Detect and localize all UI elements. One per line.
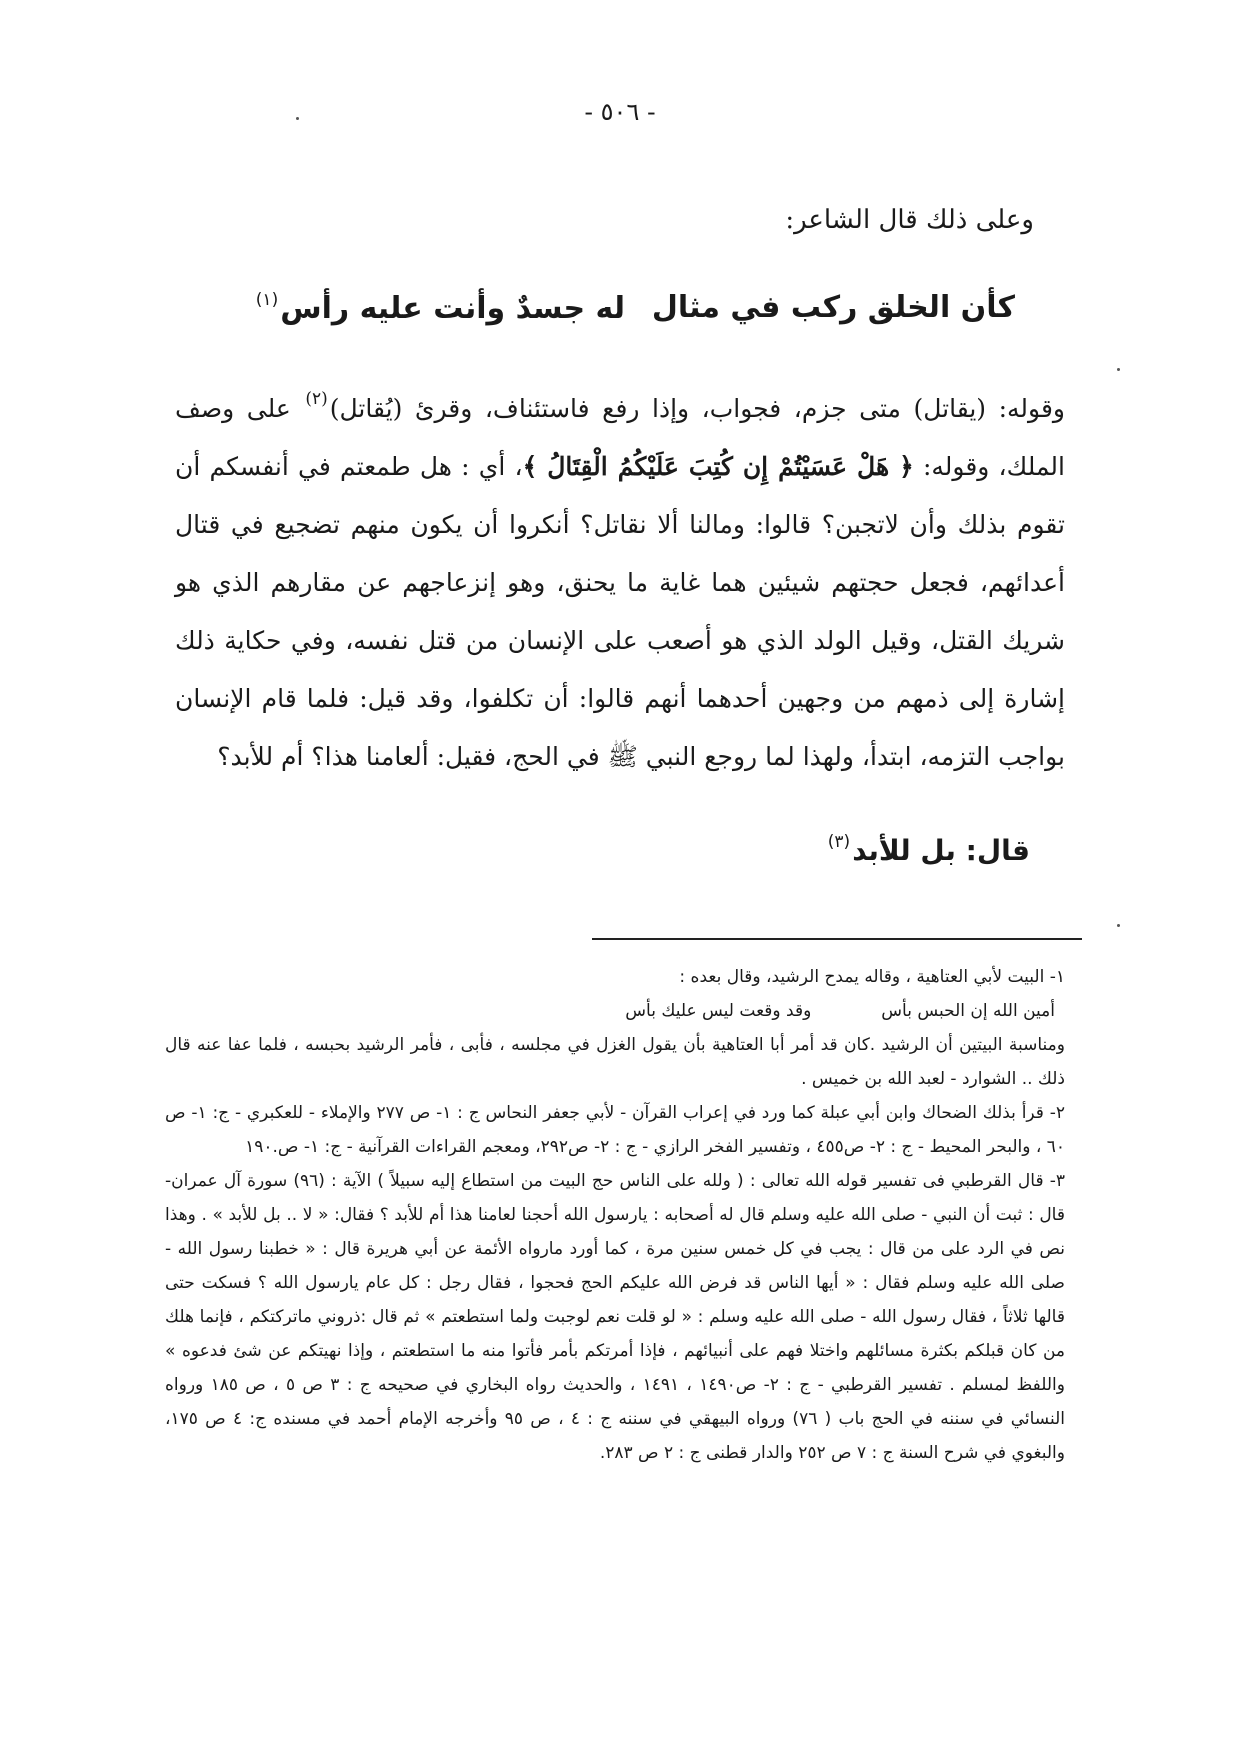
body-text — [175, 370, 1065, 786]
scan-speck — [296, 117, 299, 120]
verse-second-text: له جسدٌ وأنت عليه رأس — [280, 291, 625, 326]
footnote-ref-3: (٣) — [827, 832, 851, 852]
answer-line — [826, 832, 1030, 867]
footnote-1-verse-b: وقد وقعت ليس عليك بأس — [625, 1001, 812, 1021]
footnote-ref-1: (١) — [255, 290, 279, 310]
verse-second-hemistich — [254, 290, 625, 326]
poem-verse — [215, 290, 1015, 336]
body-paragraph — [175, 370, 1065, 786]
footnote-2: ٢- قرأ بذلك الضحاك وابن أبي عبلة كما ورد في إعراب القرآن - لأبي جعفر النحاس ج : ١- ص ٢٧٧ والإملاء - للعكبري - ج: ١- ص ٦٠ ، والبحر المحيط - ج : ٢- ص٤٥٥ ، وتفسير الفخر الرازي - ج : ٢- ص٢٩٢، ومعجم القراءات القرآنية - ج: ١- ص.١٩٠ — [165, 1103, 1066, 1157]
page-number: - ٥٠٦ - — [584, 98, 656, 126]
quran-quote: ﴿ هَلْ عَسَيْتُمْ إِن كُتِبَ عَلَيْكُمُ الْقِتَالُ ﴾ — [522, 452, 914, 481]
footnote-1-verse-a: أمين الله إن الحبس بأس — [881, 1001, 1055, 1021]
footnote-1-line1: ١- البيت لأبي العتاهية ، وقاله يمدح الرشيد، وقال بعده : — [679, 967, 1065, 987]
body-part-1: وقوله: (يقاتل) متى جزم، فجواب، وإذا رفع فاستئناف، وقرئ (يُقاتل) — [329, 394, 1065, 423]
scan-speck — [1117, 924, 1120, 927]
footnote-divider — [592, 938, 1082, 940]
verse-first-hemistich: كأن الخلق ركب في مثال — [651, 290, 1015, 325]
intro-line: وعلى ذلك قال الشاعر: — [785, 205, 1034, 235]
body-part-2: على وصف الملك، وقوله: — [175, 394, 1065, 481]
answer-text: قال: بل للأبد — [852, 834, 1030, 867]
footnote-1-rest: ومناسبة البيتين أن الرشيد .كان قد أمر أبا العتاهية بأن يقول الغزل في مجلسه ، فأبى ، فأمر الرشيد بحبسه ، فلما عفا عنه قال ذلك .. الشوارد - لعبد الله بن خميس . — [165, 1035, 1065, 1089]
footnote-3: ٣- قال القرطبي فى تفسير قوله الله تعالى : ( ولله على الناس حج البيت من استطاع إليه سبيلاً ) الآية : (٩٦) سورة آل عمران- قال : ثبت أن النبي - صلى الله عليه وسلم قال له أصحابه : يارسول الله أحجنا لعامنا هذا أم للأبد ؟ فقال: « لا .. بل للأبد » . وهذا نص في الرد على من قال : يجب في كل خمس سنين مرة ، كما أورد مارواه الأئمة عن أبي هريرة قال : « خطبنا رسول الله - صلى الله عليه وسلم فقال : « أيها الناس قد فرض الله عليكم الحج فحجوا ، فقال رجل : كل عام يارسول الله ؟ فسكت حتى قالها ثلاثاً ، فقال رسول الله - صلى الله عليه وسلم : « لو قلت نعم لوجبت ولما استطعتم » ثم قال :ذروني ماتركتكم ، فإنما هلك من كان قبلكم بكثرة مسائلهم واختلا فهم على أنبيائهم ، فإذا أمرتكم بأمر فأتوا منه ما استطعتم ، وإذا نهيتكم عن شئ فدعوه » واللفظ لمسلم . تفسير القرطبي - ج : ٢- ص١٤٩٠ ، ١٤٩١ ، والحديث رواه البخاري في صحيحه ج : ٣ ص ٥ ، ص ١٨٥ ورواه النسائي في سننه في الحج باب ( ٧٦) ورواه البيهقي في سننه ج : ٤ ، ص ٩٥ وأخرجه الإمام أحمد في مسنده ج: ٤ ص ١٧٥، والبغوي في شرح السنة ج : ٧ ص ٢٥٢ والدار قطنى ج : ٢ ص ٢٨٣. — [165, 1171, 1065, 1463]
footnote-ref-2: (٢) — [305, 389, 328, 409]
footnotes — [165, 960, 1065, 1470]
scan-speck — [1117, 368, 1120, 371]
footnote-1-verse — [165, 994, 1065, 1028]
body-part-3: ، أي : هل طمعتم في أنفسكم أن تقوم بذلك وأن لاتجبن؟ قالوا: ومالنا ألا نقاتل؟ أنكروا أن يكون منهم تضجيع في قتال أعدائهم، فجعل حجتهم شيئين هما غاية ما يحنق، وهو إنزعاجهم عن مقارهم الذي هو شريك القتل، وقيل الولد الذي هو أصعب على الإنسان من قتل نفسه، وفي حكاية ذلك إشارة إلى ذمهم من وجهين أحدهما أنهم قالوا: أن تكلفوا، وقد قيل: فلما قام الإنسان بواجب التزمه، ابتدأ، ولهذا لما روجع النبي ﷺ في الحج، فقيل: ألعامنا هذا؟ أم للأبد؟ — [175, 452, 1065, 771]
